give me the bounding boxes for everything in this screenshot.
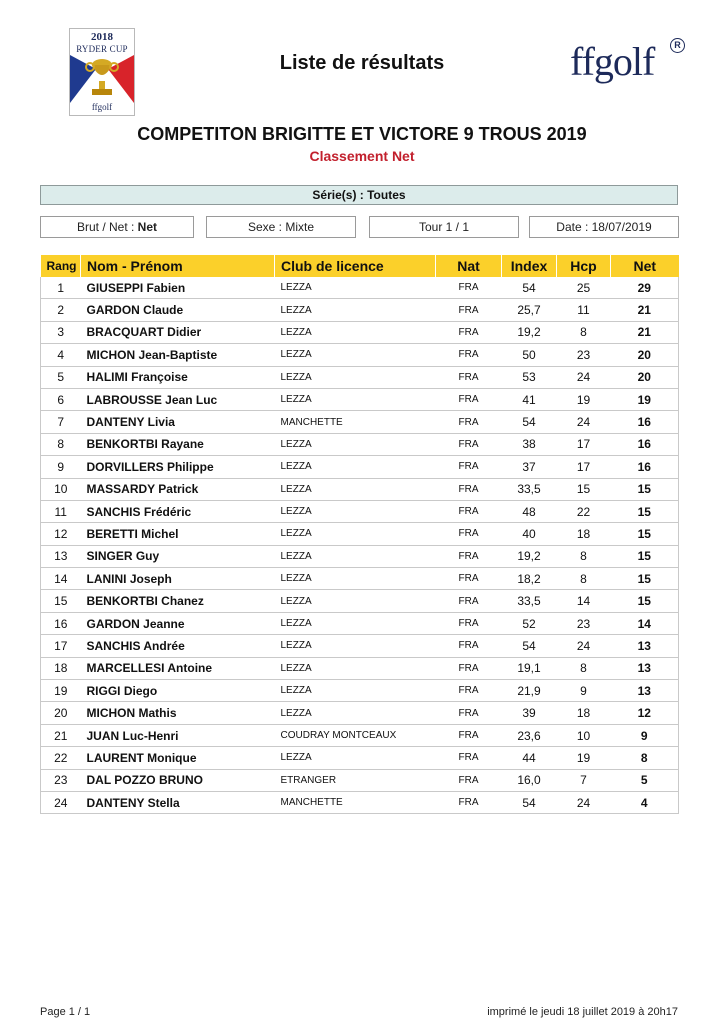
cell-rang: 19 <box>41 680 81 702</box>
cell-hcp: 22 <box>557 500 611 522</box>
table-row <box>41 299 679 321</box>
cell-hcp: 18 <box>557 523 611 545</box>
col-nat: Nat <box>436 255 502 277</box>
cell-rang: 6 <box>41 388 81 410</box>
cell-nat: FRA <box>436 299 502 321</box>
cell-nom: DANTENY Livia <box>81 411 275 433</box>
cell-net: 16 <box>611 456 679 478</box>
cell-index: 41 <box>502 388 557 410</box>
results-table <box>40 255 679 814</box>
cell-nom: BRACQUART Didier <box>81 321 275 343</box>
cell-hcp: 11 <box>557 299 611 321</box>
cell-net: 21 <box>611 299 679 321</box>
ffgolf-logo: ffgolf <box>570 39 655 84</box>
table-row <box>41 478 679 500</box>
cell-index: 33,5 <box>502 478 557 500</box>
page-title: Liste de résultats <box>279 52 445 74</box>
cell-hcp: 14 <box>557 590 611 612</box>
cell-nom: LAURENT Monique <box>81 747 275 769</box>
cell-nom: HALIMI Françoise <box>81 366 275 388</box>
table-row <box>41 523 679 545</box>
cell-rang: 13 <box>41 545 81 567</box>
cell-nat: FRA <box>436 791 502 813</box>
cell-club: MANCHETTE <box>275 791 436 813</box>
cell-rang: 5 <box>41 366 81 388</box>
cell-rang: 10 <box>41 478 81 500</box>
cell-club: LEZZA <box>275 478 436 500</box>
cell-rang: 12 <box>41 523 81 545</box>
col-nom: Nom - Prénom <box>81 255 275 277</box>
table-row <box>41 277 679 299</box>
cell-nom: LANINI Joseph <box>81 568 275 590</box>
cell-hcp: 8 <box>557 568 611 590</box>
cell-nat: FRA <box>436 612 502 634</box>
cell-rang: 2 <box>41 299 81 321</box>
filter-brut-net <box>40 216 194 238</box>
cell-nom: BENKORTBI Rayane <box>81 433 275 455</box>
cell-rang: 11 <box>41 500 81 522</box>
cell-club: LEZZA <box>275 523 436 545</box>
page-number: Page 1 / 1 <box>40 1006 91 1018</box>
cell-nat: FRA <box>436 747 502 769</box>
cell-index: 16,0 <box>502 769 557 791</box>
col-index: Index <box>502 255 557 277</box>
cell-index: 52 <box>502 612 557 634</box>
cell-rang: 8 <box>41 433 81 455</box>
cell-club: LEZZA <box>275 321 436 343</box>
cell-hcp: 19 <box>557 388 611 410</box>
cell-index: 19,1 <box>502 657 557 679</box>
cell-rang: 18 <box>41 657 81 679</box>
ranking-type: Classement Net <box>309 148 415 164</box>
cell-rang: 4 <box>41 344 81 366</box>
cell-index: 39 <box>502 702 557 724</box>
cell-club: LEZZA <box>275 635 436 657</box>
table-row <box>41 590 679 612</box>
cell-nat: FRA <box>436 388 502 410</box>
table-row <box>41 545 679 567</box>
cell-index: 54 <box>502 411 557 433</box>
filter-date: Date : 18/07/2019 <box>529 216 679 238</box>
cell-club: LEZZA <box>275 747 436 769</box>
cell-nom: GARDON Claude <box>81 299 275 321</box>
table-row <box>41 411 679 433</box>
table-row <box>41 702 679 724</box>
cell-hcp: 8 <box>557 321 611 343</box>
table-row <box>41 456 679 478</box>
cell-nat: FRA <box>436 321 502 343</box>
cell-nat: FRA <box>436 702 502 724</box>
filter-tour: Tour 1 / 1 <box>369 216 519 238</box>
table-header-row <box>41 255 679 277</box>
col-hcp: Hcp <box>557 255 611 277</box>
cell-hcp: 17 <box>557 456 611 478</box>
cell-club: LEZZA <box>275 657 436 679</box>
table-row <box>41 433 679 455</box>
cell-nom: SANCHIS Frédéric <box>81 500 275 522</box>
cell-net: 5 <box>611 769 679 791</box>
cell-net: 9 <box>611 724 679 746</box>
cell-club: COUDRAY MONTCEAUX <box>275 724 436 746</box>
cell-nom: GARDON Jeanne <box>81 612 275 634</box>
table-row <box>41 344 679 366</box>
table-row <box>41 635 679 657</box>
cell-club: LEZZA <box>275 680 436 702</box>
cell-net: 15 <box>611 523 679 545</box>
table-row <box>41 568 679 590</box>
cell-club: LEZZA <box>275 500 436 522</box>
cell-nom: JUAN Luc-Henri <box>81 724 275 746</box>
cell-index: 54 <box>502 277 557 299</box>
cell-hcp: 17 <box>557 433 611 455</box>
cell-nom: DAL POZZO BRUNO <box>81 769 275 791</box>
competition-title: COMPETITON BRIGITTE ET VICTORE 9 TROUS 2019 <box>137 124 587 144</box>
cell-net: 4 <box>611 791 679 813</box>
registered-mark-icon: R <box>670 38 685 53</box>
cell-hcp: 25 <box>557 277 611 299</box>
cell-net: 29 <box>611 277 679 299</box>
cell-nat: FRA <box>436 344 502 366</box>
cell-net: 13 <box>611 635 679 657</box>
cell-rang: 15 <box>41 590 81 612</box>
cell-index: 50 <box>502 344 557 366</box>
cell-index: 19,2 <box>502 321 557 343</box>
cell-nat: FRA <box>436 724 502 746</box>
cell-hcp: 24 <box>557 791 611 813</box>
cell-index: 19,2 <box>502 545 557 567</box>
cell-index: 21,9 <box>502 680 557 702</box>
cell-net: 20 <box>611 344 679 366</box>
cell-nom: DANTENY Stella <box>81 791 275 813</box>
cell-nom: MICHON Mathis <box>81 702 275 724</box>
cell-net: 15 <box>611 568 679 590</box>
table-row <box>41 724 679 746</box>
cell-nom: LABROUSSE Jean Luc <box>81 388 275 410</box>
table-row <box>41 657 679 679</box>
cell-club: LEZZA <box>275 299 436 321</box>
cell-hcp: 8 <box>557 545 611 567</box>
cell-nat: FRA <box>436 523 502 545</box>
filter-brut-net-value: Net <box>137 220 158 234</box>
cell-net: 15 <box>611 500 679 522</box>
cell-hcp: 24 <box>557 635 611 657</box>
cell-club: LEZZA <box>275 388 436 410</box>
cell-hcp: 24 <box>557 411 611 433</box>
cell-nat: FRA <box>436 277 502 299</box>
cell-nom: GIUSEPPI Fabien <box>81 277 275 299</box>
col-rang: Rang <box>41 255 81 277</box>
logo-event: RYDER CUP <box>76 44 128 54</box>
cell-rang: 1 <box>41 277 81 299</box>
cell-rang: 20 <box>41 702 81 724</box>
cell-net: 19 <box>611 388 679 410</box>
cell-rang: 21 <box>41 724 81 746</box>
cell-hcp: 23 <box>557 344 611 366</box>
cell-club: LEZZA <box>275 456 436 478</box>
cell-net: 21 <box>611 321 679 343</box>
cell-hcp: 10 <box>557 724 611 746</box>
cell-rang: 16 <box>41 612 81 634</box>
cell-index: 37 <box>502 456 557 478</box>
cell-index: 54 <box>502 791 557 813</box>
cell-nat: FRA <box>436 433 502 455</box>
cell-nom: SANCHIS Andrée <box>81 635 275 657</box>
cell-hcp: 23 <box>557 612 611 634</box>
cell-index: 53 <box>502 366 557 388</box>
cell-nat: FRA <box>436 657 502 679</box>
cell-club: LEZZA <box>275 545 436 567</box>
cell-index: 40 <box>502 523 557 545</box>
cell-rang: 3 <box>41 321 81 343</box>
cell-hcp: 9 <box>557 680 611 702</box>
cell-net: 12 <box>611 702 679 724</box>
cell-nom: MARCELLESI Antoine <box>81 657 275 679</box>
cell-nat: FRA <box>436 478 502 500</box>
table-row <box>41 388 679 410</box>
cell-club: LEZZA <box>275 277 436 299</box>
filter-brut-net-label: Brut / Net : <box>76 220 138 234</box>
cell-nat: FRA <box>436 680 502 702</box>
logo-mark: ffgolf <box>91 102 113 112</box>
cell-net: 14 <box>611 612 679 634</box>
table-row <box>41 612 679 634</box>
cell-nom: SINGER Guy <box>81 545 275 567</box>
cell-index: 54 <box>502 635 557 657</box>
cell-net: 15 <box>611 545 679 567</box>
series-bar: Série(s) : Toutes <box>40 185 678 205</box>
col-club: Club de licence <box>275 255 436 277</box>
cell-hcp: 15 <box>557 478 611 500</box>
cell-rang: 23 <box>41 769 81 791</box>
cell-index: 48 <box>502 500 557 522</box>
filter-sexe: Sexe : Mixte <box>206 216 356 238</box>
cell-index: 38 <box>502 433 557 455</box>
cell-nat: FRA <box>436 545 502 567</box>
cell-club: LEZZA <box>275 702 436 724</box>
cell-club: LEZZA <box>275 590 436 612</box>
cell-nat: FRA <box>436 635 502 657</box>
cell-hcp: 19 <box>557 747 611 769</box>
cell-index: 44 <box>502 747 557 769</box>
cell-nat: FRA <box>436 568 502 590</box>
cell-net: 13 <box>611 657 679 679</box>
cell-club: LEZZA <box>275 344 436 366</box>
cell-rang: 17 <box>41 635 81 657</box>
table-row <box>41 321 679 343</box>
cell-club: LEZZA <box>275 568 436 590</box>
cell-net: 15 <box>611 478 679 500</box>
cell-index: 23,6 <box>502 724 557 746</box>
cell-nat: FRA <box>436 411 502 433</box>
cell-net: 8 <box>611 747 679 769</box>
table-row <box>41 366 679 388</box>
cell-nom: MASSARDY Patrick <box>81 478 275 500</box>
cell-nat: FRA <box>436 769 502 791</box>
cell-club: MANCHETTE <box>275 411 436 433</box>
cell-hcp: 8 <box>557 657 611 679</box>
cell-index: 25,7 <box>502 299 557 321</box>
cell-nom: DORVILLERS Philippe <box>81 456 275 478</box>
table-row <box>41 500 679 522</box>
cell-nom: BENKORTBI Chanez <box>81 590 275 612</box>
logo-year: 2018 <box>91 31 113 43</box>
table-row <box>41 769 679 791</box>
print-date: imprimé le jeudi 18 juillet 2019 à 20h17 <box>487 1006 678 1018</box>
cell-club: LEZZA <box>275 433 436 455</box>
cell-nom: BERETTI Michel <box>81 523 275 545</box>
col-net: Net <box>611 255 679 277</box>
cell-index: 33,5 <box>502 590 557 612</box>
cell-nat: FRA <box>436 456 502 478</box>
cell-index: 18,2 <box>502 568 557 590</box>
table-row <box>41 791 679 813</box>
cell-nom: RIGGI Diego <box>81 680 275 702</box>
cell-rang: 7 <box>41 411 81 433</box>
cell-rang: 9 <box>41 456 81 478</box>
cell-rang: 24 <box>41 791 81 813</box>
cell-rang: 22 <box>41 747 81 769</box>
cell-net: 16 <box>611 433 679 455</box>
cell-nat: FRA <box>436 500 502 522</box>
cell-net: 20 <box>611 366 679 388</box>
cell-hcp: 24 <box>557 366 611 388</box>
table-row <box>41 680 679 702</box>
cell-club: LEZZA <box>275 612 436 634</box>
cell-rang: 14 <box>41 568 81 590</box>
cell-hcp: 18 <box>557 702 611 724</box>
table-row <box>41 747 679 769</box>
cell-hcp: 7 <box>557 769 611 791</box>
cell-nom: MICHON Jean-Baptiste <box>81 344 275 366</box>
cell-net: 13 <box>611 680 679 702</box>
cell-club: ETRANGER <box>275 769 436 791</box>
cell-nat: FRA <box>436 590 502 612</box>
cell-net: 15 <box>611 590 679 612</box>
cell-nat: FRA <box>436 366 502 388</box>
cell-net: 16 <box>611 411 679 433</box>
cell-club: LEZZA <box>275 366 436 388</box>
